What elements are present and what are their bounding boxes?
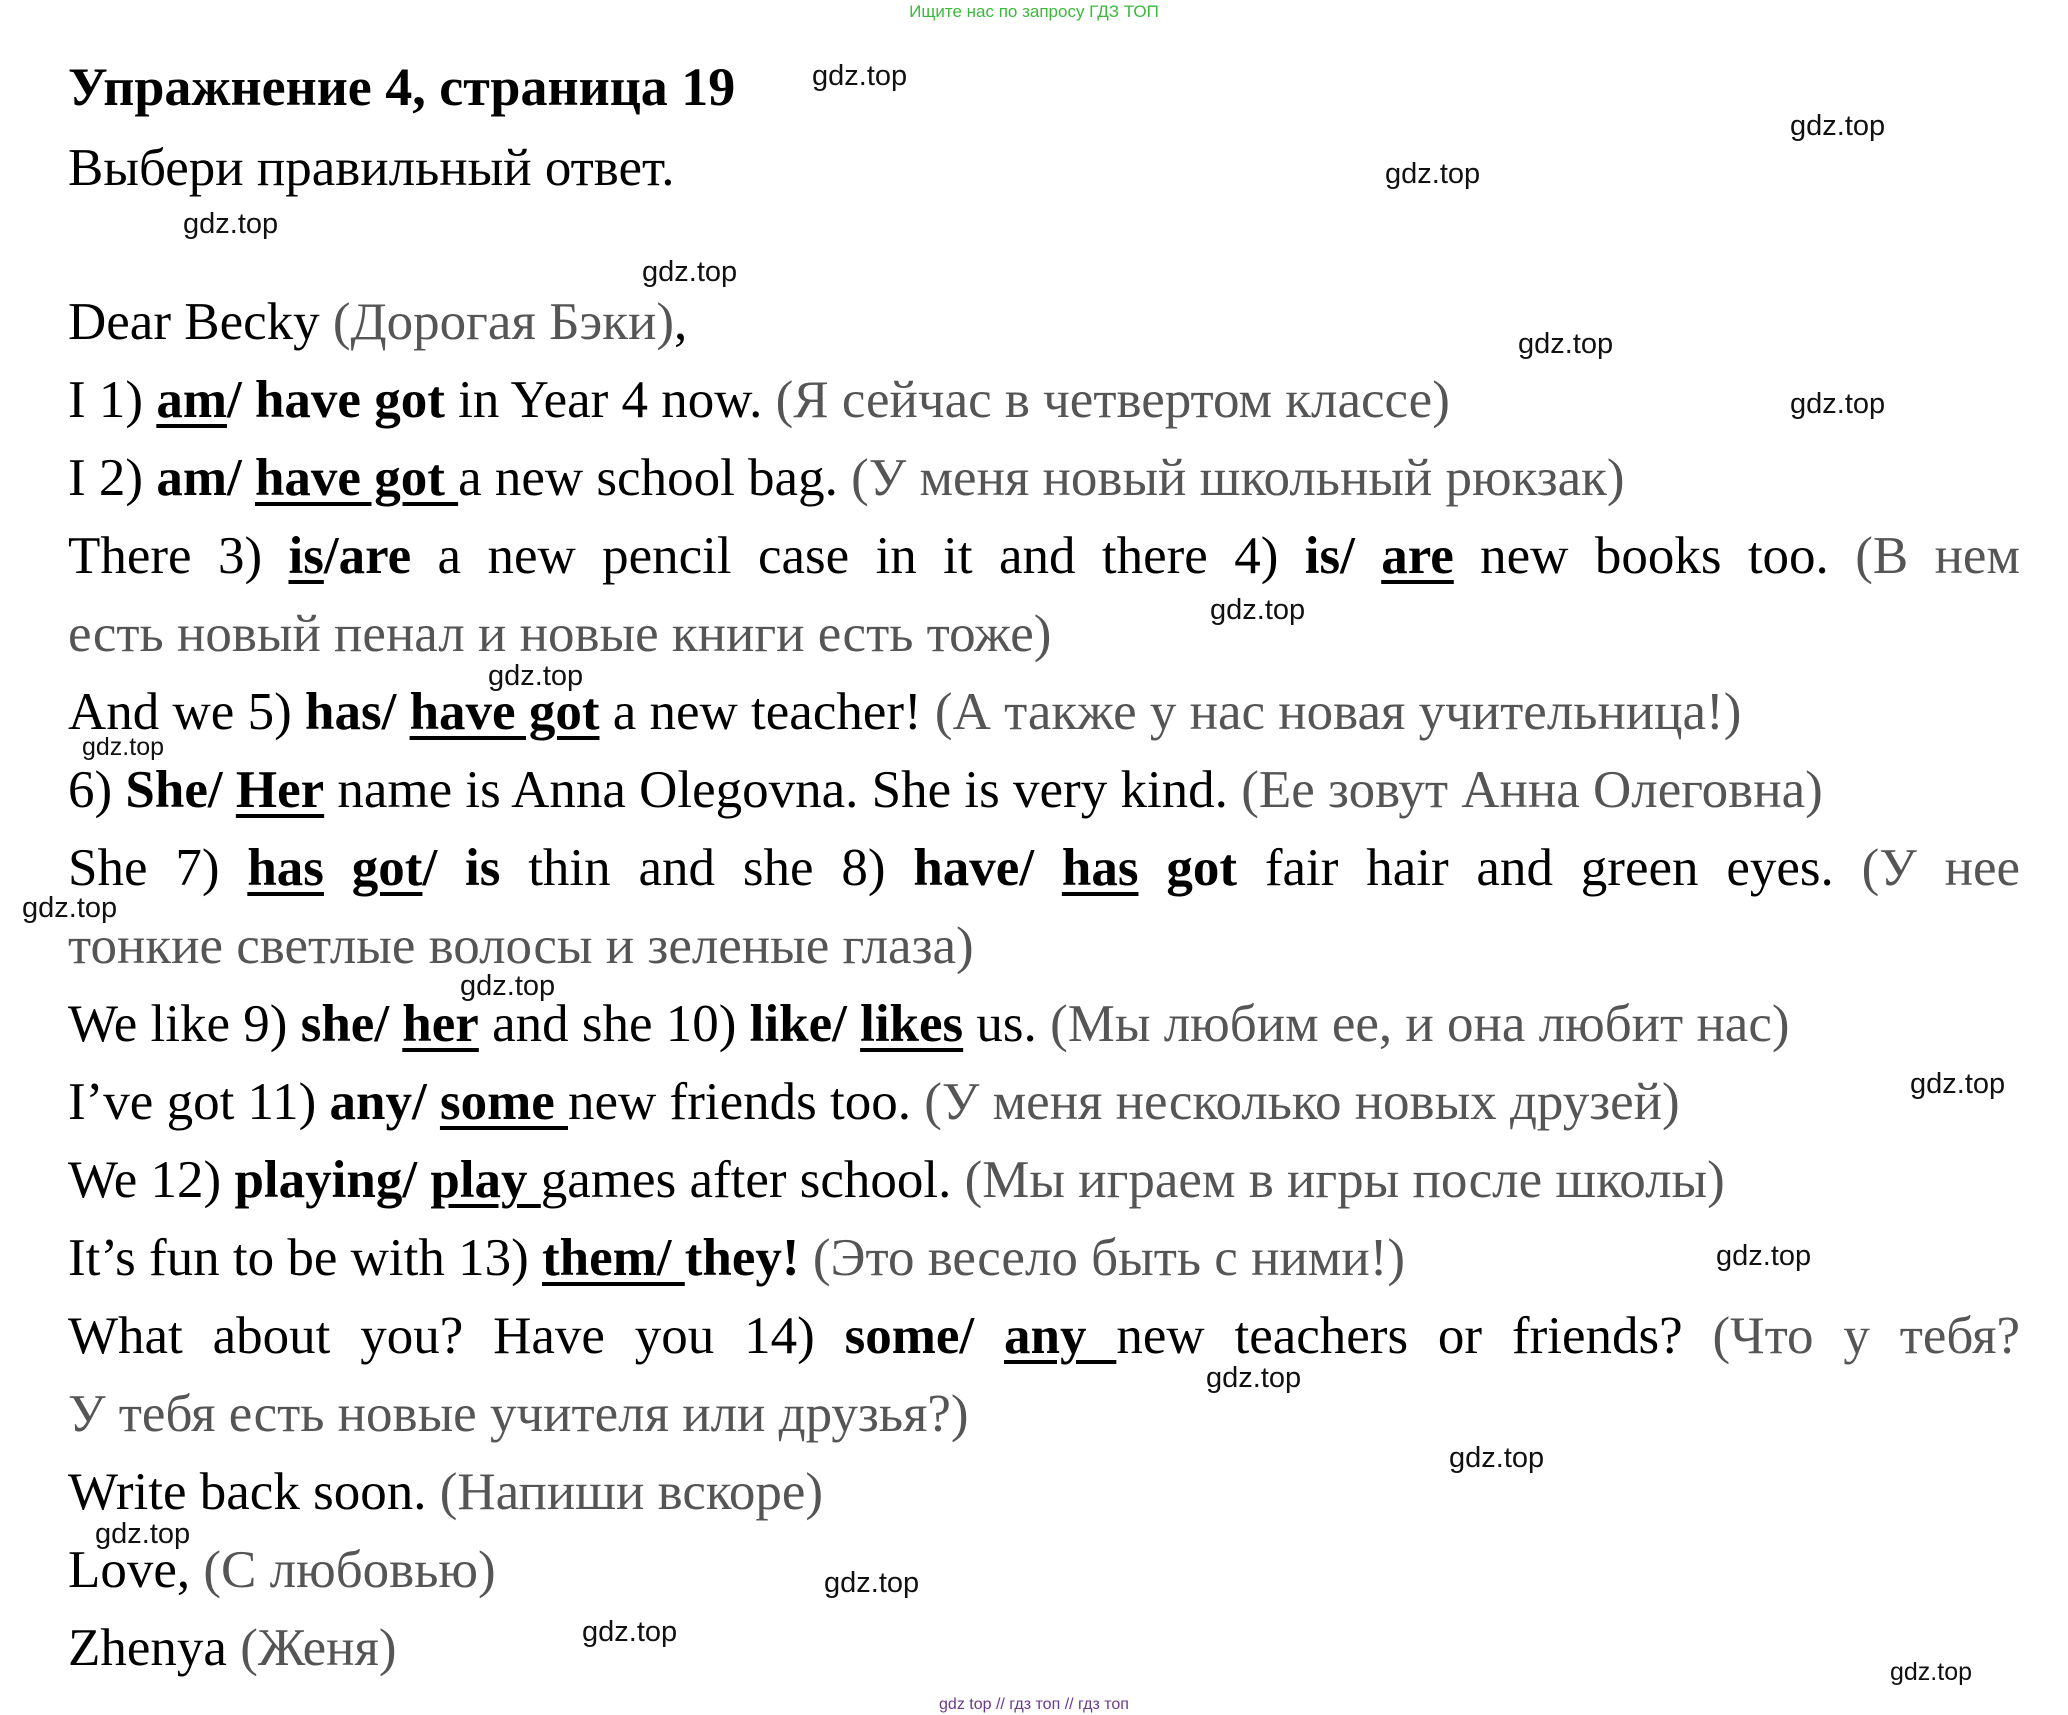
line-text: 6) <box>68 761 126 819</box>
watermark: gdz.top <box>1206 1362 1302 1394</box>
watermark: gdz.top <box>460 970 556 1002</box>
answer-choice: playing/ <box>234 1151 431 1209</box>
letter-line-8 <box>68 1072 1680 1132</box>
line-text: a new teacher! <box>599 683 935 741</box>
task-instruction: Выбери правильный ответ. <box>68 139 675 197</box>
line-text: new teachers or friends? <box>1116 1307 1713 1365</box>
letter-line-4 <box>68 682 1741 742</box>
line-text: name is Anna Olegovna. She is very kind. <box>324 761 1242 819</box>
watermark: gdz.top <box>812 60 908 92</box>
line-text: We 12) <box>68 1151 235 1209</box>
answer-choice: they! <box>684 1229 800 1287</box>
answer-choice-selected: am <box>156 371 227 429</box>
line-text: new friends too. <box>568 1073 925 1131</box>
answer-choice: she/ <box>300 995 403 1053</box>
greeting-translation: (Дорогая Бэки) <box>332 293 675 351</box>
answer-choice-selected: her <box>402 995 479 1053</box>
letter-line-3 <box>68 526 2020 586</box>
line-text: Zhenya <box>68 1619 241 1677</box>
line-translation: У тебя есть новые учителя или друзья?) <box>68 1385 969 1443</box>
line-text: fair hair and green eyes. <box>1236 839 1862 897</box>
line-translation: (Женя) <box>240 1619 397 1677</box>
watermark: gdz.top <box>582 1616 678 1648</box>
line-translation: (С любовью) <box>203 1541 496 1599</box>
answer-choice: got <box>1166 839 1237 897</box>
line-translation: есть новый пенал и новые книги есть тоже) <box>68 605 1052 663</box>
answer-choice-selected: Her <box>235 761 325 819</box>
answer-choice-selected: has <box>247 839 324 897</box>
line-translation: (У нее <box>1861 839 2021 897</box>
watermark: gdz.top <box>1790 110 1886 142</box>
line-text: What about you? Have you 14) <box>68 1307 845 1365</box>
line-text: And we 5) <box>68 683 305 741</box>
answer-choice: / have got <box>226 371 445 429</box>
line-text: She 7) <box>68 839 248 897</box>
line-text: a new pencil case in it and there 4) <box>411 527 1305 585</box>
line-text: us. <box>963 995 1051 1053</box>
watermark: gdz.top <box>1385 158 1481 190</box>
answer-choice: some/ <box>844 1307 1004 1365</box>
letter-line-2 <box>68 448 1625 508</box>
line-text: thin and she 8) <box>500 839 914 897</box>
line-text: I 2) <box>68 449 157 507</box>
line-text: and she 10) <box>478 995 750 1053</box>
letter-line-14 <box>68 1618 397 1678</box>
greeting-text: Dear Becky <box>68 293 333 351</box>
answer-choice: /are <box>323 527 412 585</box>
spacer <box>324 839 352 897</box>
watermark: gdz.top <box>82 733 165 761</box>
line-translation: (Мы играем в игры после школы) <box>964 1151 1725 1209</box>
answer-choice-selected: play <box>430 1151 541 1209</box>
letter-line-12 <box>68 1462 823 1522</box>
letter-line-1 <box>68 370 1450 430</box>
search-hint-link[interactable]: Ищите нас по запросу ГДЗ ТОП <box>909 2 1159 21</box>
answer-choice: have/ <box>913 839 1062 897</box>
line-text: games after school. <box>540 1151 965 1209</box>
line-translation: (Это весело быть с ними!) <box>812 1229 1406 1287</box>
answer-choice-selected: any <box>1004 1307 1117 1365</box>
line-text: It’s fun to be with 13) <box>68 1229 542 1287</box>
spacer <box>1138 839 1166 897</box>
line-text <box>800 1229 813 1287</box>
letter-line-5 <box>68 760 1823 820</box>
answer-choice: has/ <box>304 683 410 741</box>
line-text: Love, <box>68 1541 204 1599</box>
line-translation: (Что у тебя? <box>1712 1307 2020 1365</box>
answer-choice: She/ <box>125 761 236 819</box>
line-translation: (Напиши вскоре) <box>439 1463 824 1521</box>
answer-choice-selected: has <box>1061 839 1139 897</box>
letter-line-6 <box>68 838 2020 898</box>
greeting-comma: , <box>674 293 688 351</box>
footer-links[interactable]: gdz top // гдз топ // гдз топ <box>939 1696 1129 1713</box>
line-translation: (У меня несколько новых друзей) <box>924 1073 1680 1131</box>
letter-line-10 <box>68 1228 1405 1288</box>
line-translation: (В нем <box>1855 527 2020 585</box>
line-text: new books too. <box>1453 527 1856 585</box>
line-translation: (Я сейчас в четвертом классе) <box>775 371 1450 429</box>
line-text: There 3) <box>68 527 289 585</box>
answer-choice: any/ <box>329 1073 440 1131</box>
answer-choice-selected: them/ <box>542 1229 685 1287</box>
line-text: a new school bag. <box>458 449 852 507</box>
letter-line-6-continued <box>68 916 974 976</box>
answer-choice-selected: is <box>288 527 324 585</box>
letter-line-11-continued <box>68 1384 969 1444</box>
answer-choice-selected: have got <box>409 683 600 741</box>
answer-choice: is/ <box>1304 527 1382 585</box>
line-text: I’ve got 11) <box>68 1073 330 1131</box>
answer-choice-selected: got <box>351 839 423 897</box>
line-text: We like 9) <box>68 995 301 1053</box>
line-translation: (У меня новый школьный рюкзак) <box>851 449 1625 507</box>
watermark: gdz.top <box>488 660 584 692</box>
letter-greeting <box>68 292 687 352</box>
line-translation: (А также у нас новая учительница!) <box>934 683 1742 741</box>
watermark: gdz.top <box>1518 328 1614 360</box>
letter-line-9 <box>68 1150 1725 1210</box>
line-translation: (Мы любим ее, и она любит нас) <box>1050 995 1790 1053</box>
line-translation: (Ее зовут Анна Олеговна) <box>1241 761 1823 819</box>
answer-choice-selected: likes <box>860 995 964 1053</box>
answer-choice: am/ <box>156 449 255 507</box>
line-text: in Year 4 now. <box>444 371 776 429</box>
answer-choice-selected: some <box>439 1073 568 1131</box>
answer-choice: / is <box>422 839 501 897</box>
watermark: gdz.top <box>1449 1442 1545 1474</box>
answer-choice: like/ <box>749 995 861 1053</box>
watermark: gdz.top <box>1910 1068 2006 1100</box>
watermark: gdz.top <box>642 256 738 288</box>
watermark: gdz.top <box>1210 594 1306 626</box>
watermark: gdz.top <box>824 1567 920 1599</box>
line-translation: тонкие светлые волосы и зеленые глаза) <box>68 917 974 975</box>
watermark: gdz.top <box>95 1518 191 1550</box>
letter-line-7 <box>68 994 1790 1054</box>
answer-choice-selected: are <box>1381 527 1454 585</box>
watermark: gdz.top <box>22 892 118 924</box>
answer-choice-selected: have got <box>254 449 459 507</box>
letter-line-11 <box>68 1306 2020 1366</box>
line-text: Write back soon. <box>68 1463 440 1521</box>
watermark: gdz.top <box>1716 1240 1812 1272</box>
watermark: gdz.top <box>183 208 279 240</box>
watermark: gdz.top <box>1790 388 1886 420</box>
letter-line-3-continued <box>68 604 1051 664</box>
exercise-title: Упражнение 4, страница 19 <box>68 57 736 117</box>
watermark: gdz.top <box>1890 1658 1973 1686</box>
line-text: I 1) <box>68 371 157 429</box>
